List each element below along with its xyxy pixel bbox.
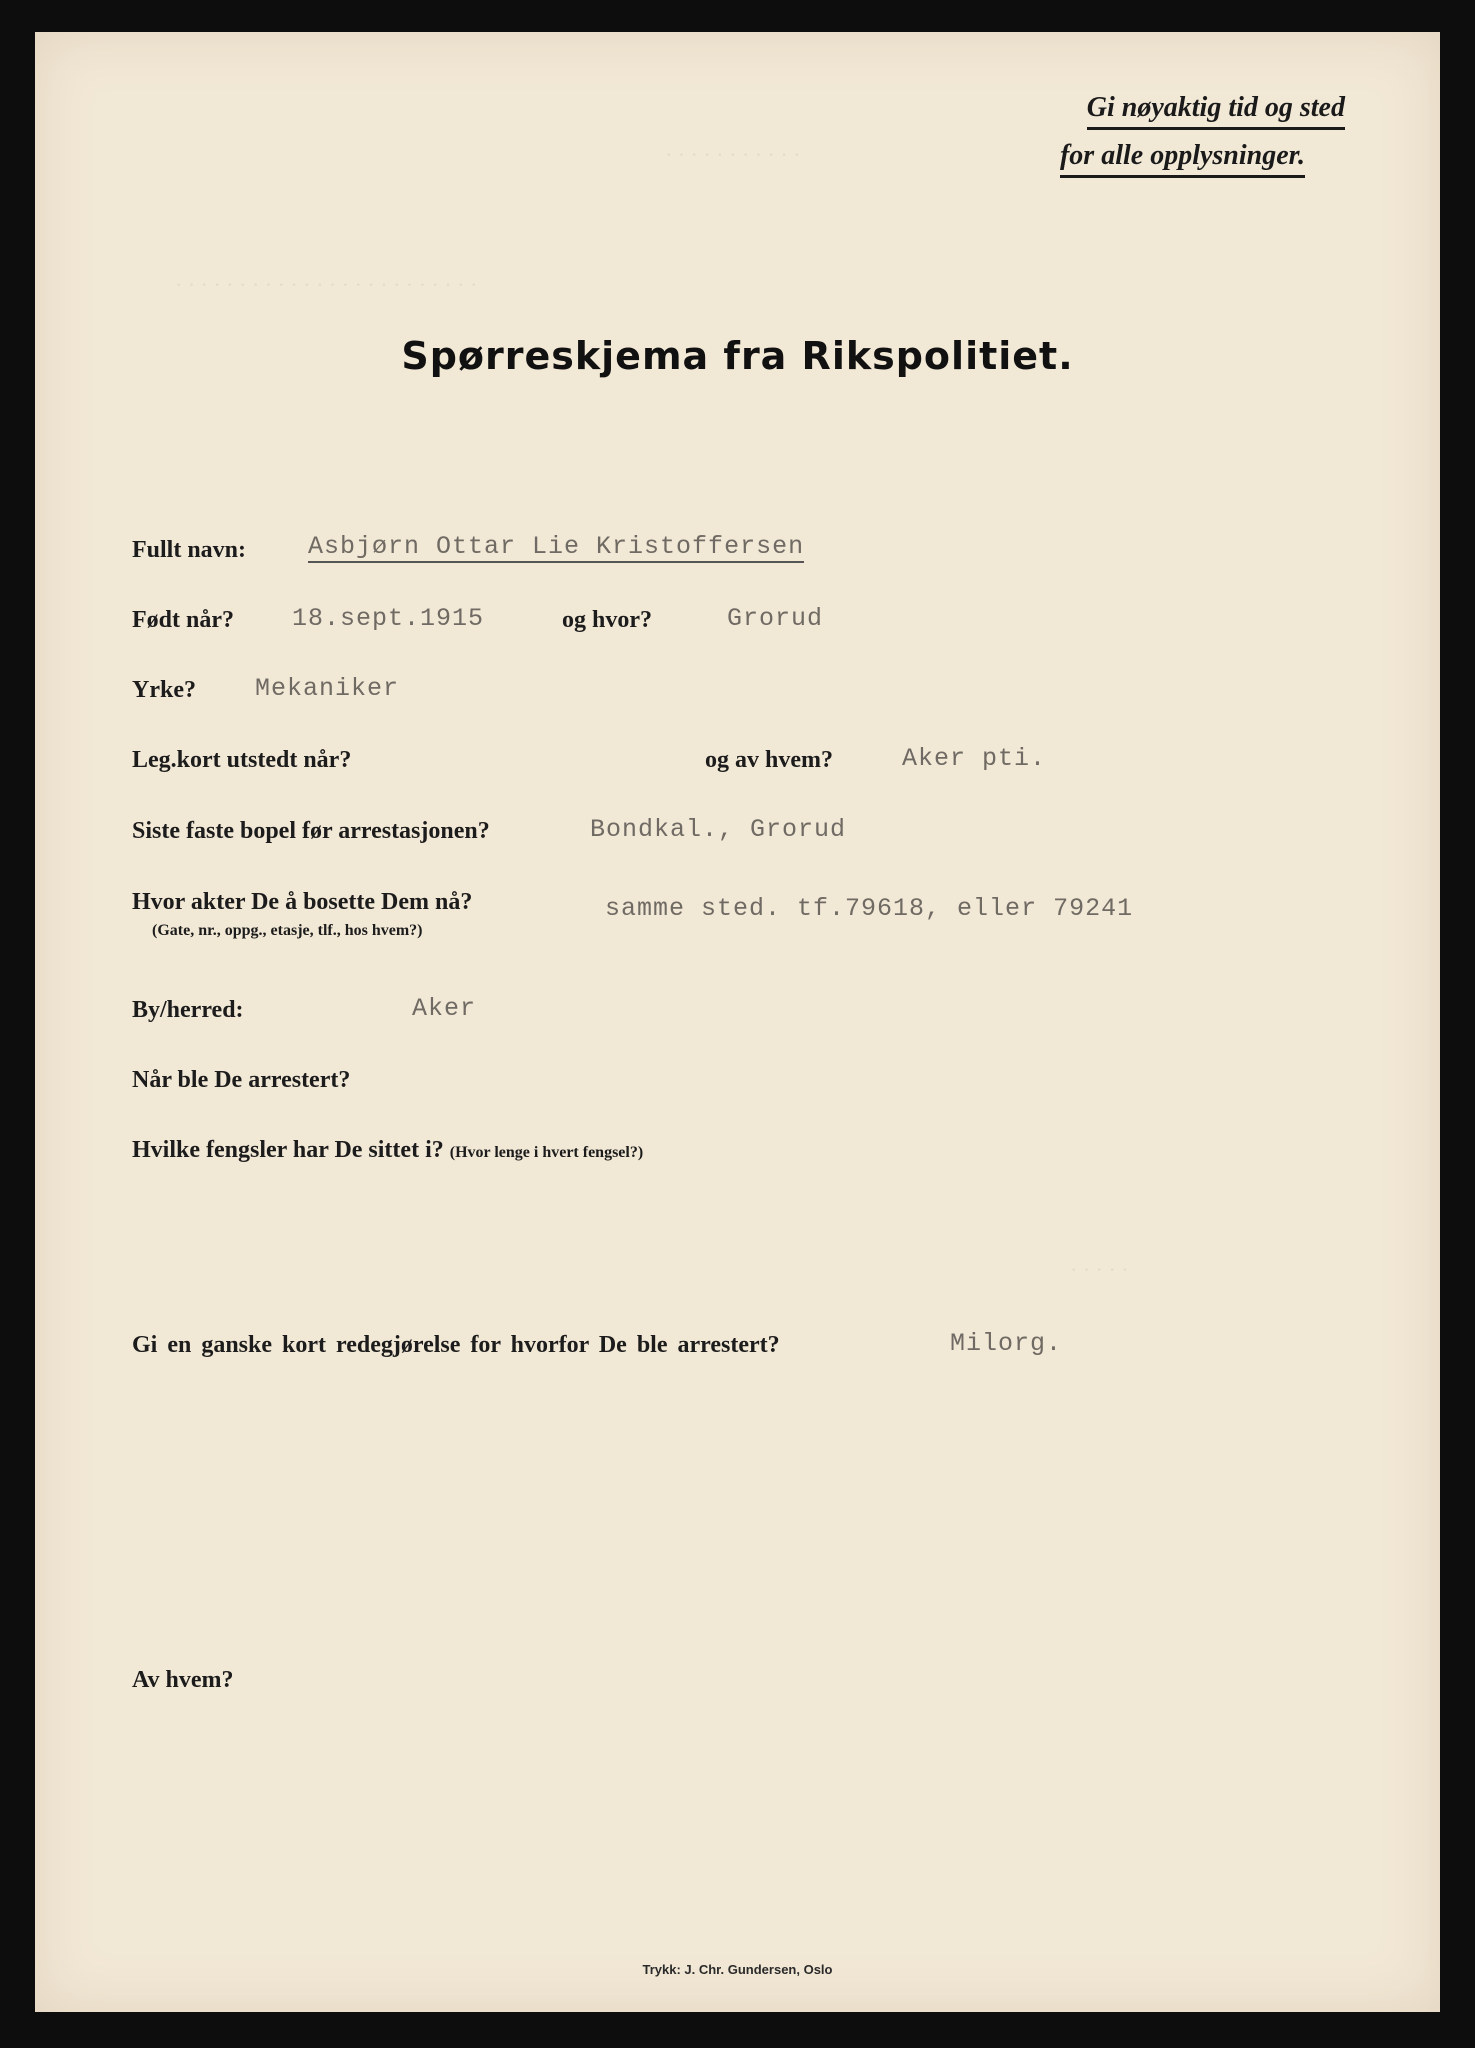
idcard-label: Leg.kort utstedt når? [132, 747, 352, 773]
born-where-label: og hvor? [562, 607, 652, 633]
notice-line-1: Gi nøyaktig tid og sted [1087, 92, 1345, 130]
residence-label: Siste faste bopel før arrestasjonen? [132, 818, 490, 844]
born-when-label: Født når? [132, 607, 234, 633]
settle-value: samme sted. tf.79618, eller 79241 [605, 894, 1134, 923]
by-whom-label: Av hvem? [132, 1667, 234, 1693]
bleed-through-text: · · · · · · · · · · · [665, 142, 801, 167]
bleed-through-text: · · · · · · · · · · · · · · · · · · · · · · · · [175, 272, 478, 297]
occupation-label: Yrke? [132, 677, 196, 703]
bleed-through-text: · · · · · [1070, 1257, 1129, 1282]
idcard-by-value: Aker pti. [902, 744, 1047, 773]
notice-box [1060, 92, 1345, 188]
settle-hint: (Gate, nr., oppg., etasje, tlf., hos hvem?) [152, 922, 423, 939]
settle-label: Hvor akter De å bosette Dem nå? [132, 889, 473, 915]
arrested-when-label: Når ble De arrestert? [132, 1067, 351, 1093]
prisons-hint: (Hvor lenge i hvert fengsel?) [449, 1144, 644, 1161]
district-label: By/herred: [132, 997, 244, 1023]
reason-value: Milorg. [950, 1329, 1063, 1358]
printer-imprint: Trykk: J. Chr. Gundersen, Oslo [642, 1962, 833, 1977]
born-when-value: 18.sept.1915 [292, 604, 485, 633]
residence-value: Bondkal., Grorud [590, 815, 847, 844]
reason-label: Gi en ganske kort redegjørelse for hvorfor De ble arrestert? [132, 1332, 780, 1358]
name-label: Fullt navn: [132, 537, 247, 563]
prisons-label [132, 1137, 643, 1164]
notice-line-2: for alle opplysninger. [1060, 140, 1305, 178]
prisons-question: Hvilke fengsler har De sittet i? [132, 1137, 444, 1163]
born-where-value: Grorud [727, 604, 824, 633]
form-page [35, 32, 1440, 2012]
idcard-by-label: og av hvem? [705, 747, 833, 773]
occupation-value: Mekaniker [255, 674, 400, 703]
name-value: Asbjørn Ottar Lie Kristoffersen [308, 532, 805, 561]
district-value: Aker [412, 994, 477, 1023]
page-title: Spørreskjema fra Rikspolitiet. [401, 334, 1074, 378]
